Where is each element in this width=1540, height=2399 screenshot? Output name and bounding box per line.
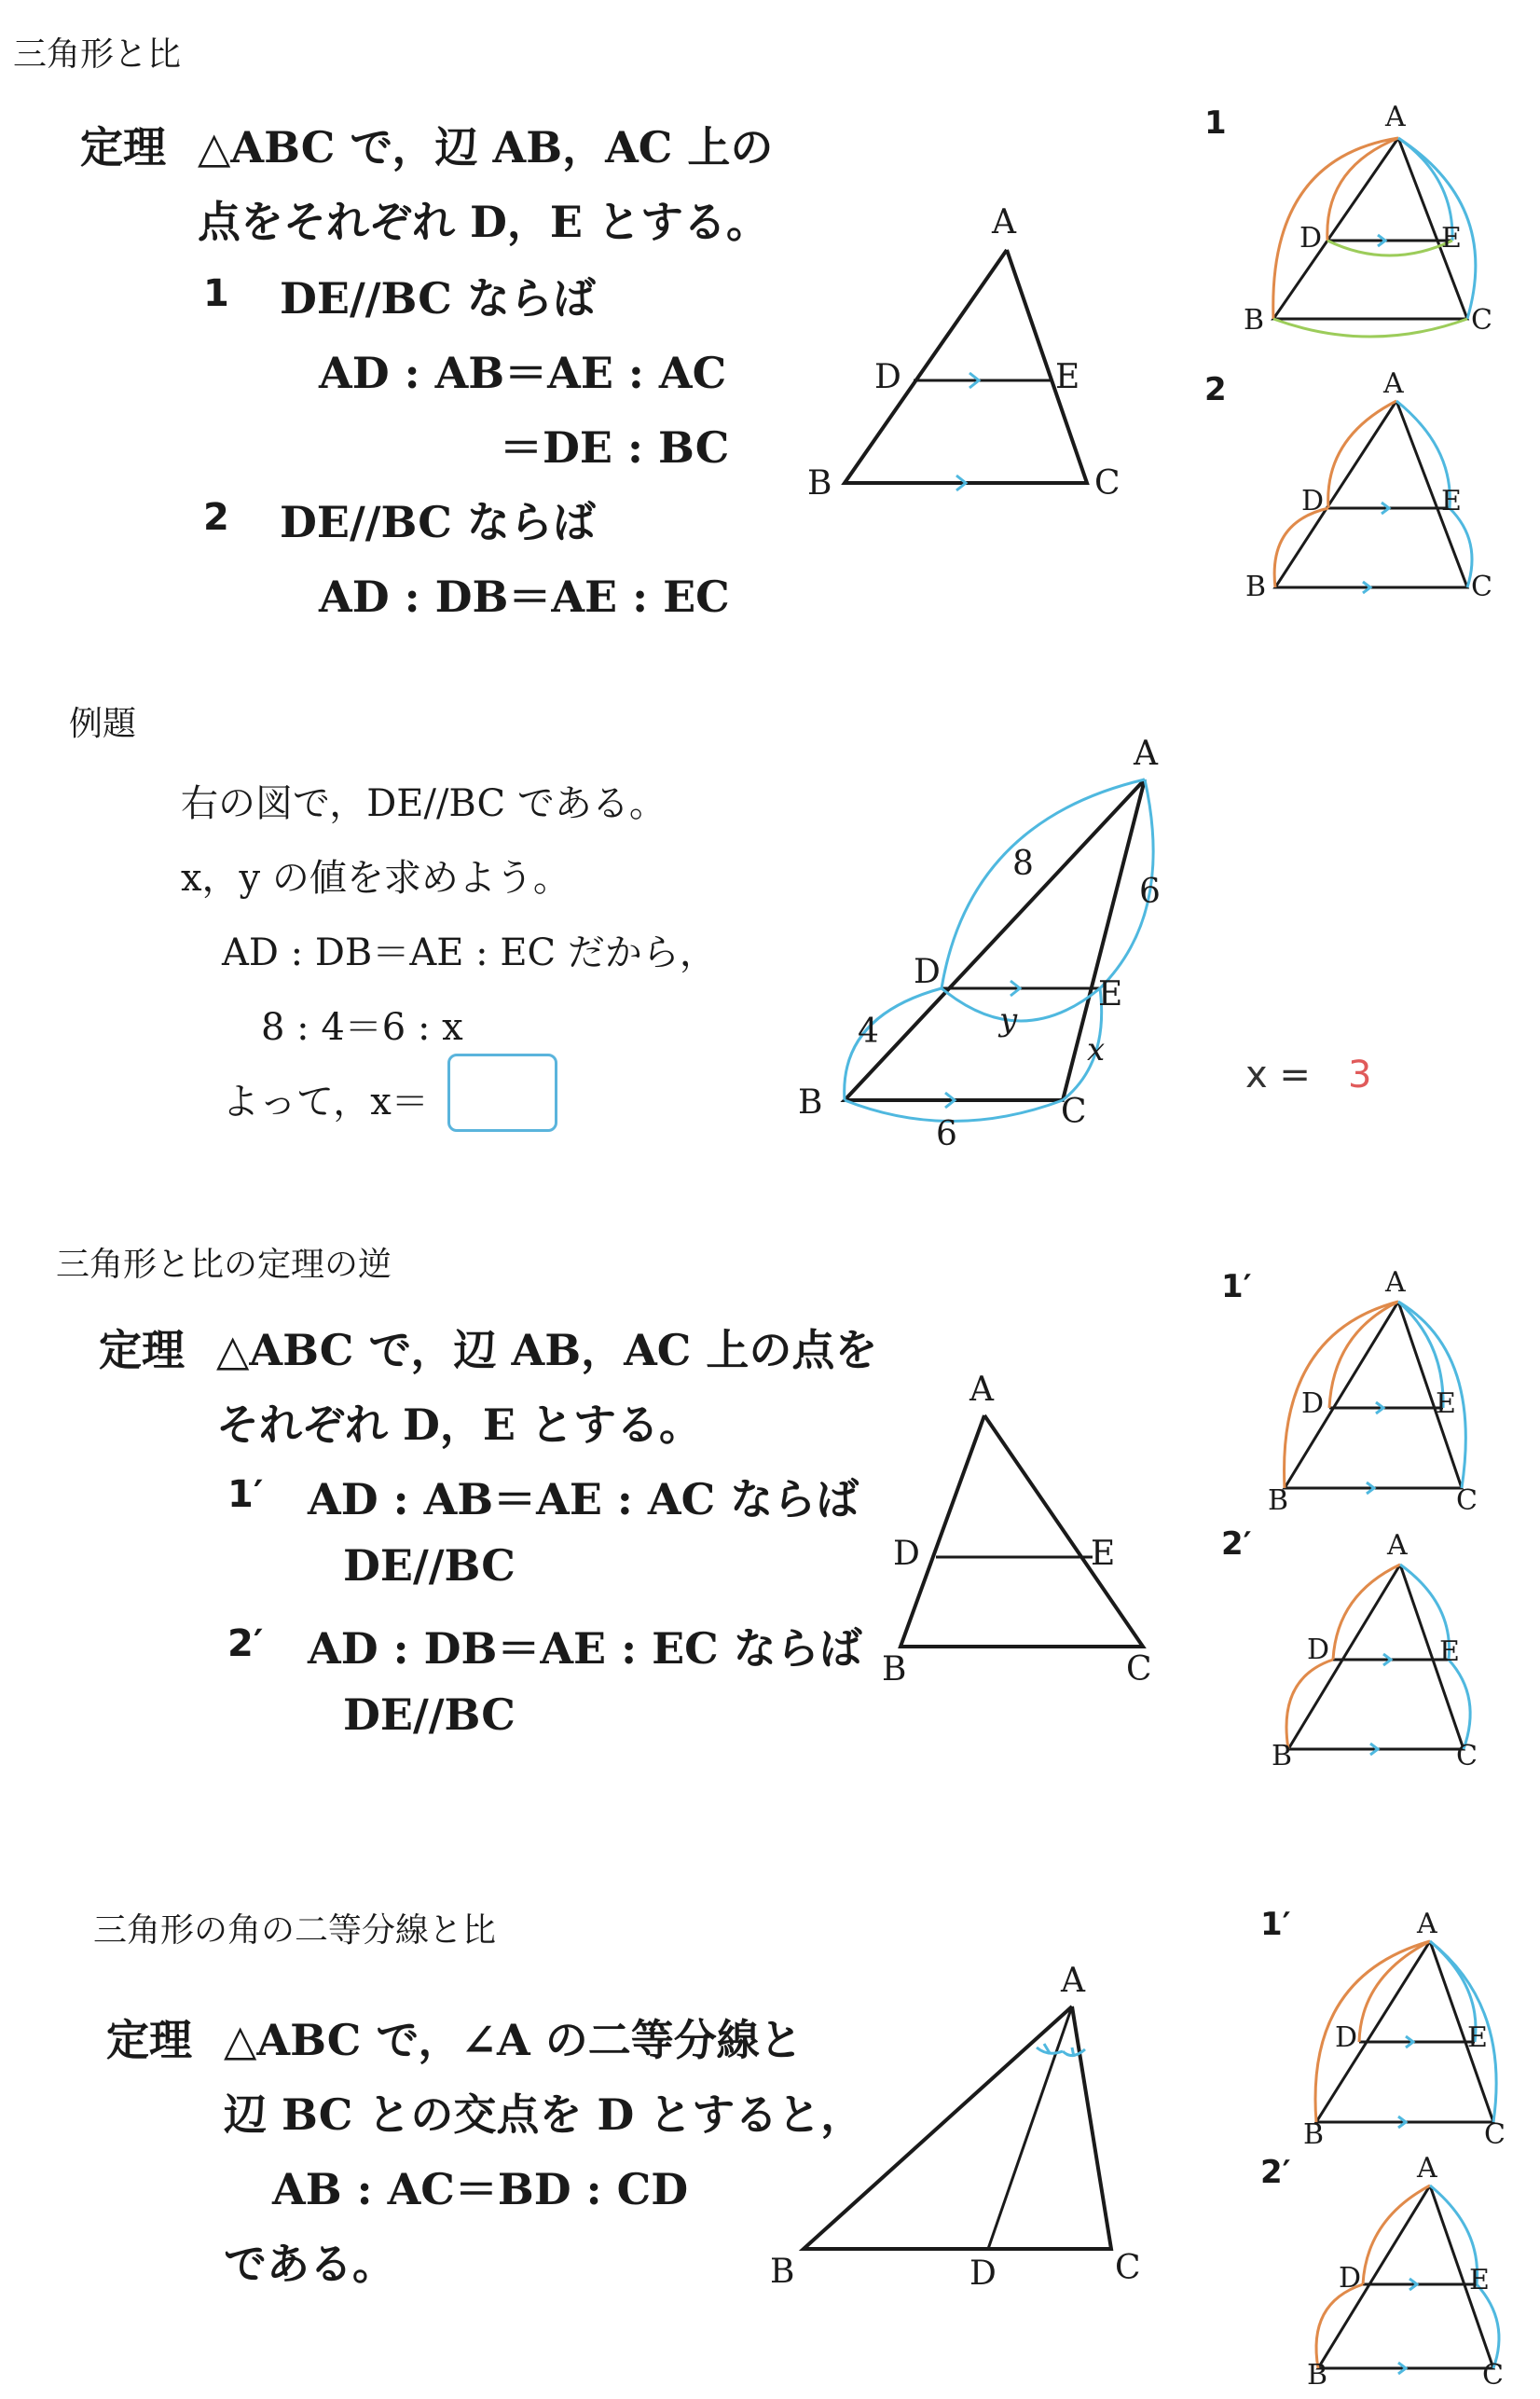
small2-label-d: D xyxy=(1301,485,1325,517)
s3-small1-c: C xyxy=(1484,2118,1506,2151)
s3-small2-e: E xyxy=(1469,2264,1490,2296)
label-ec-length: x xyxy=(1087,1031,1106,1069)
s3-side-label-2: 2′ xyxy=(1260,2154,1291,2191)
s2-small1-a: A xyxy=(1385,1266,1406,1299)
section-title-angle-bisector: 三角形の角の二等分線と比 xyxy=(93,1911,497,1950)
item2-number-2: 2′ xyxy=(227,1622,264,1665)
s3-vertex-c: C xyxy=(1115,2249,1141,2287)
s2-vertex-c: C xyxy=(1126,1650,1152,1689)
s2-vertex-b: B xyxy=(882,1650,907,1689)
vertex-label-d: D xyxy=(874,358,901,396)
handwritten-x-label: x = xyxy=(1245,1054,1311,1096)
theorem3-line-2: 辺 BC との交点を D とすると， xyxy=(224,2089,864,2140)
label-ad-length: 8 xyxy=(1012,845,1034,883)
vertex-label-c: C xyxy=(1094,464,1121,503)
item-number-1: 1 xyxy=(203,272,229,315)
s2-vertex-d: D xyxy=(893,1535,920,1573)
s2-small1-b: B xyxy=(1268,1484,1289,1517)
s3-side-label-1: 1′ xyxy=(1260,1906,1291,1943)
label-de-length: y xyxy=(999,1001,1018,1039)
side-label-1: 1 xyxy=(1204,104,1227,142)
example-line-4: 8 : 4＝6 : x xyxy=(261,1006,463,1049)
s2-small1-c: C xyxy=(1456,1484,1478,1517)
label-ae-length: 6 xyxy=(1139,873,1161,911)
s2-small2-c: C xyxy=(1456,1740,1478,1772)
section-title-triangle-ratio: 三角形と比 xyxy=(13,35,182,74)
example-vertex-e: E xyxy=(1098,975,1123,1013)
vertex-label-a: A xyxy=(992,203,1016,241)
example-title: 例題 xyxy=(69,705,137,743)
s3-small2-d: D xyxy=(1339,2262,1362,2295)
item-1-equation-2: ＝DE : BC xyxy=(500,422,730,473)
item2-number-1: 1′ xyxy=(227,1473,264,1516)
item-number-2: 2 xyxy=(203,496,229,539)
example-line-3: AD : DB＝AE : EC だから， xyxy=(222,931,717,974)
s3-small1-e: E xyxy=(1467,2021,1488,2054)
vertex-label-b: B xyxy=(807,464,832,503)
example-vertex-a: A xyxy=(1134,735,1158,773)
item-1-equation-1: AD : AB＝AE : AC xyxy=(319,348,727,398)
item2-1-result: DE//BC xyxy=(343,1540,516,1591)
s3-vertex-b: B xyxy=(770,2253,795,2291)
handwritten-answer: 3 xyxy=(1348,1054,1372,1096)
small2-label-a: A xyxy=(1383,367,1404,400)
small2-label-c: C xyxy=(1471,571,1492,603)
s2-vertex-e: E xyxy=(1091,1535,1116,1573)
example-vertex-c: C xyxy=(1061,1093,1087,1131)
theorem2-label: 定理 xyxy=(99,1325,185,1375)
section-title-converse: 三角形と比の定理の逆 xyxy=(56,1246,392,1284)
item2-2-result: DE//BC xyxy=(343,1689,516,1740)
s2-small2-e: E xyxy=(1439,1635,1460,1668)
theorem3-line-3: AB : AC＝BD : CD xyxy=(272,2164,689,2214)
s3-small2-a: A xyxy=(1417,2152,1437,2185)
small1-label-e: E xyxy=(1441,222,1462,255)
theorem2-line-1: △ABC で，辺 AB，AC 上の点を xyxy=(216,1325,878,1375)
s2-side-label-1: 1′ xyxy=(1221,1268,1252,1305)
s3-small1-a: A xyxy=(1417,1908,1437,1940)
side-label-2: 2 xyxy=(1204,371,1227,408)
theorem-line-1: △ABC で，辺 AB，AC 上の xyxy=(198,122,774,172)
theorem3-line-4: である。 xyxy=(224,2239,395,2289)
theorem2-line-2: それぞれ D，E とする。 xyxy=(216,1399,702,1450)
small1-label-b: B xyxy=(1244,304,1265,337)
s2-side-label-2: 2′ xyxy=(1221,1525,1252,1563)
s3-small2-b: B xyxy=(1307,2359,1328,2392)
s2-vertex-a: A xyxy=(969,1371,994,1409)
s2-small1-d: D xyxy=(1301,1387,1325,1420)
s3-small1-d: D xyxy=(1335,2021,1358,2054)
item-2-condition: DE//BC ならば xyxy=(280,497,596,547)
label-bc-length: 6 xyxy=(936,1115,957,1153)
small1-label-c: C xyxy=(1471,304,1492,337)
s2-small2-a: A xyxy=(1387,1529,1408,1562)
small2-label-b: B xyxy=(1245,571,1267,603)
small2-label-e: E xyxy=(1441,485,1462,517)
s3-small2-c: C xyxy=(1482,2359,1504,2392)
theorem3-label: 定理 xyxy=(106,2015,192,2065)
section3-main-triangle xyxy=(804,2006,1111,2249)
item2-2-condition: AD : DB＝AE : EC ならば xyxy=(308,1623,862,1674)
example-vertex-b: B xyxy=(798,1083,823,1122)
s3-vertex-d: D xyxy=(969,2254,997,2293)
theorem-label: 定理 xyxy=(80,122,166,172)
example-line-2: x，y の値を求めよう。 xyxy=(181,857,571,900)
example-line-1: 右の図で，DE//BC である。 xyxy=(181,782,667,825)
example-vertex-d: D xyxy=(914,953,941,991)
theorem3-line-1: △ABC で，∠A の二等分線と xyxy=(224,2015,803,2065)
small1-label-a: A xyxy=(1385,101,1406,133)
item-1-condition: DE//BC ならば xyxy=(280,273,596,324)
s2-small1-e: E xyxy=(1436,1387,1456,1420)
theorem-line-2: 点をそれぞれ D，E とする。 xyxy=(198,197,769,247)
item2-1-condition: AD : AB＝AE : AC ならば xyxy=(308,1474,859,1524)
s3-small1-b: B xyxy=(1303,2118,1325,2151)
label-db-length: 4 xyxy=(858,1013,879,1051)
s2-small2-b: B xyxy=(1272,1740,1293,1772)
s3-vertex-a: A xyxy=(1061,1962,1085,2000)
small1-label-d: D xyxy=(1299,222,1323,255)
vertex-label-e: E xyxy=(1055,358,1080,396)
item-2-equation: AD : DB＝AE : EC xyxy=(319,572,730,622)
s2-small2-d: D xyxy=(1307,1634,1330,1666)
example-line-5: よって，x＝ xyxy=(222,1081,429,1124)
